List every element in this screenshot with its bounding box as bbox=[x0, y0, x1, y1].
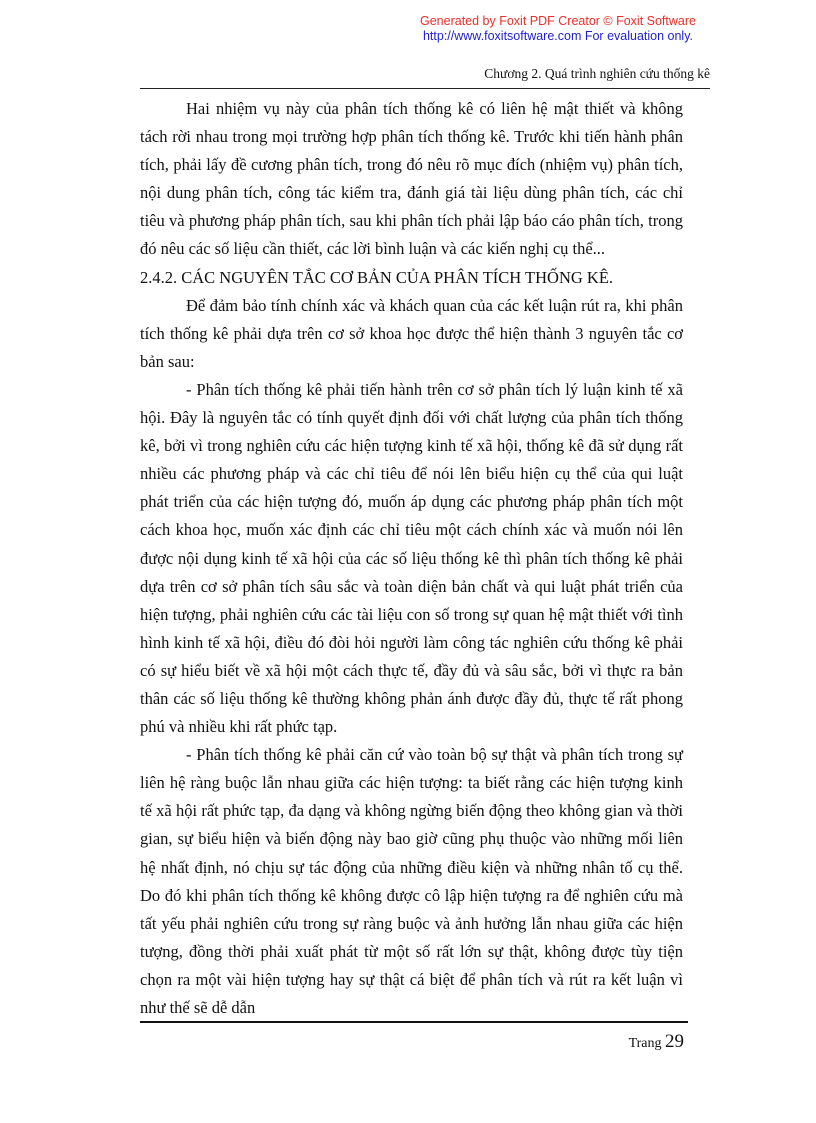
body-paragraph-2: Để đảm bảo tính chính xác và khách quan của các kết luận rút ra, khi phân tích thống kê phải dựa trên cơ sở khoa học được thể hiện thành 3 nguyên tắc cơ bản sau: bbox=[140, 295, 683, 371]
page-number bbox=[629, 1031, 684, 1053]
page-number-value: 29 bbox=[665, 1031, 684, 1052]
header-divider bbox=[140, 88, 710, 89]
foxit-watermark bbox=[408, 14, 708, 44]
body-paragraph-3: - Phân tích thống kê phải tiến hành trên cơ sở phân tích lý luận kinh tế xã hội. Đây là nguyên tắc có tính quyết định đối với chất lượng của phân tích thống kê, bởi vì trong nghiên cứu các hiện tượng kinh tế xã hội, thống kê đã sử dụng rất nhiều các phương pháp và các chỉ tiêu để nói lên biểu hiện cụ thể của qui luật phát triển của các hiện tượng đó, muốn áp dụng các phương pháp phân tích một cách khoa học, muốn xác định các chỉ tiêu một cách chính xác và muốn nói lên được nội dụng kinh tế xã hội của các số liệu thống kê thì phân tích thống kê phải dựa trên cơ sở phân tích sâu sắc và toàn diện bản chất và qui luật phát triển của hiện tượng, phải nghiên cứu các tài liệu con số trong sự quan hệ mật thiết với tình hình kinh tế xã hội, điều đó đòi hỏi người làm công tác nghiên cứu thống kê phải có sự hiểu biết về xã hội một cách thực tế, đầy đủ và sâu sắc, bởi vì thực ra bản thân các số liệu thống kê thường không phản ánh được đầy đủ, thực tế rất phong phú và nhiều khi rất phức tạp. bbox=[140, 379, 683, 737]
watermark-line-1: Generated by Foxit PDF Creator © Foxit Software bbox=[420, 14, 696, 28]
body-paragraph-1: Hai nhiệm vụ này của phân tích thống kê có liên hệ mật thiết và không tách rời nhau trong mọi trường hợp phân tích thống kê. Trước khi tiến hành phân tích, phải lấy đề cương phân tích, trong đó nêu rõ mục đích (nhiệm vụ) phân tích, nội dung phân tích, công tác kiểm tra, đánh giá tài liệu dùng phân tích, các chỉ tiêu và phương pháp phân tích, sau khi phân tích phải lập báo cáo phân tích, trong đó nêu các số liệu cần thiết, các lời bình luận và các kiến nghị cụ thể... bbox=[140, 99, 683, 259]
body-paragraph-4: - Phân tích thống kê phải căn cứ vào toàn bộ sự thật và phân tích trong sự liên hệ ràng buộc lẫn nhau giữa các hiện tượng: ta biết rằng các hiện tượng kinh tế xã hội rất phức tạp, đa dạng và không ngừng biến động theo không gian và thời gian, sự biểu hiện và biến động này bao giờ cũng phụ thuộc vào những mối liên hệ nhất định, nó chịu sự tác động của những điều kiện và những nhân tố cụ thể. Do đó khi phân tích thống kê không được cô lập hiện tượng ra để nghiên cứu mà tất yếu phải nghiên cứu trong sự ràng buộc và ảnh hưởng lẫn nhau giữa các hiện tượng, đồng thời phải xuất phát từ một số rất lớn sự thật, không được tùy tiện chọn ra một vài hiện tượng hay sự thật cá biệt để phân tích và rút ra kết luận vì như thế sẽ dễ dẫn bbox=[140, 745, 683, 1017]
page-body bbox=[140, 95, 683, 1022]
section-heading: 2.4.2. CÁC NGUYÊN TẮC CƠ BẢN CỦA PHÂN TÍCH THỐNG KÊ. bbox=[140, 267, 614, 287]
footer-divider bbox=[140, 1021, 688, 1023]
chapter-running-header: Chương 2. Quá trình nghiên cứu thống kê bbox=[484, 66, 710, 81]
watermark-line-2: http://www.foxitsoftware.com For evaluation only. bbox=[422, 29, 694, 43]
page-label: Trang bbox=[628, 1036, 662, 1051]
